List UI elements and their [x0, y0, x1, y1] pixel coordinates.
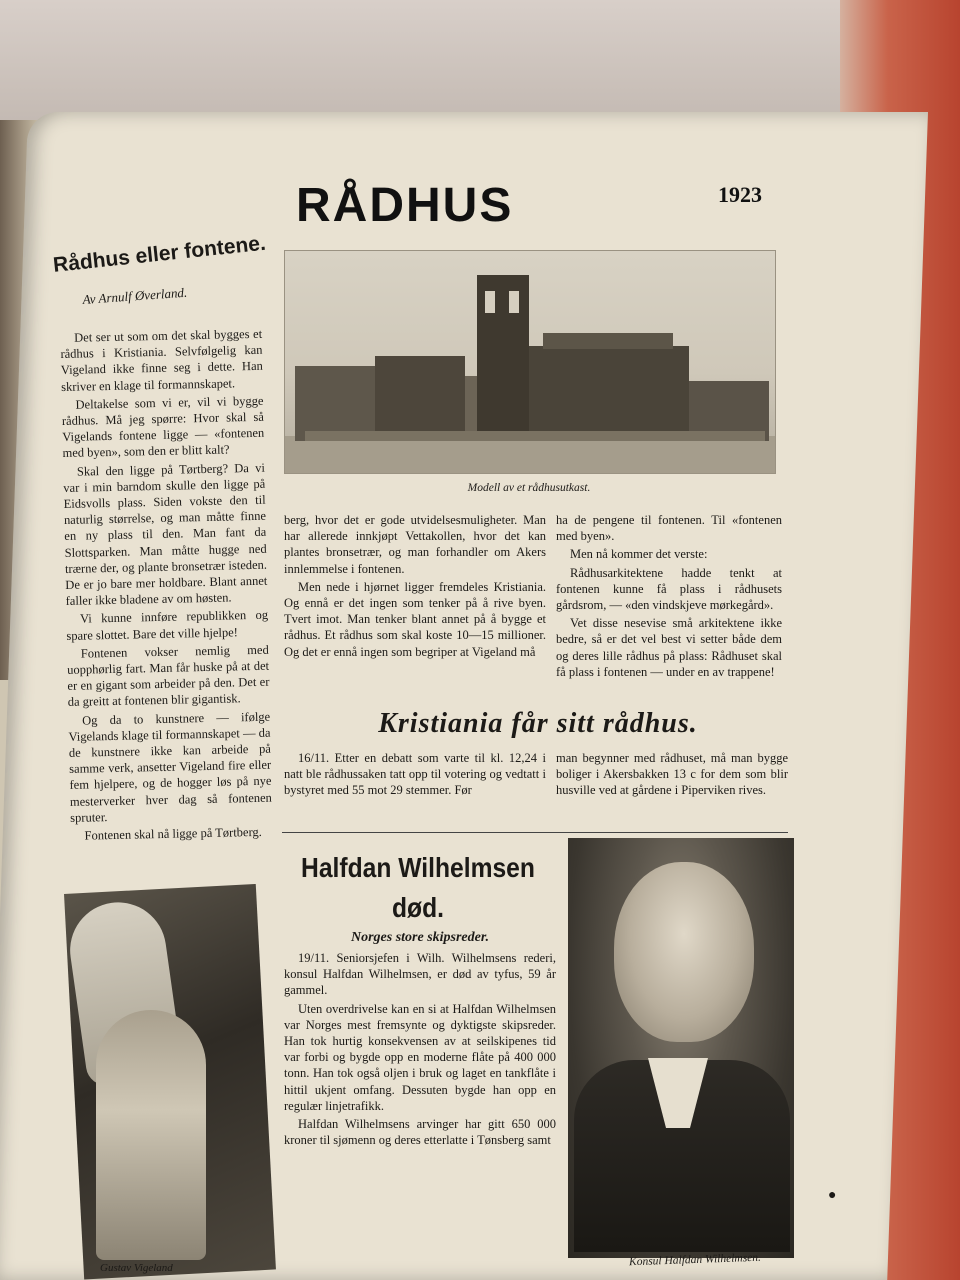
paragraph: ha de pengene til fontenen. Til «fontenen med byen». — [556, 513, 782, 544]
sculpture-photo-caption: Gustav Vigeland — [100, 1262, 173, 1274]
paragraph: Fontenen vokser nemlig med uopphørlig fart. Man får huske på at det er en gigant som arbeider på den. Det er da greitt at fontenen blir gigantisk. — [66, 642, 270, 710]
page-year: 1923 — [718, 182, 762, 207]
paragraph: berg, hvor det er gode utvidelsesmuligheter. Man har allerede innkjøpt Vettakollen, hvor det kan plantes bronsetrær, og man forhandler om Akers innlemmelse i fontenen. — [284, 513, 546, 576]
paragraph: Men nå kommer det verste: — [570, 547, 708, 562]
paragraph: Deltakelse som vi er, vil vi bygge rådhus. Må jeg spørre: Hvor skal så Vigelands fontene ligge — «fontenen med byen», som den er blitt kalt? — [61, 393, 265, 461]
paragraph: Det ser ut som om det skal bygges et rådhus i Kristiania. Selvfølgelig kan Vigeland ikke finne seg i dette. Han skriver en klage til formannskapet. — [60, 326, 263, 394]
paragraph: man begynner med rådhuset, må man bygge boliger i Akersbakken 13 c for dem som blir husville ved at gårdene i Piperviken rives. — [556, 751, 788, 798]
wilhelmsen-subheadline: Norges store skipsreder. — [350, 930, 490, 945]
paragraph: Skal den ligge på Tørtberg? Da vi var i min barndom skulle den ligge på Eidsvolls plass. Siden vokste den til naturlig størrelse, og man måtte finne en ny plass til den. Man fant da Slottsparken. Man måtte hugge ned trærne der, og plante bronsetrær isteden. De er jo bare mer holdbare. Blant annet faller ikke bladene av om høsten. — [63, 460, 268, 609]
section-divider — [282, 832, 788, 833]
kristiania-headline: Kristiania får sitt rådhus. — [378, 708, 698, 739]
article-byline: Av Arnulf Øverland. — [82, 284, 188, 307]
paragraph: Rådhusarkitektene hadde tenkt at fontenen kunne få plass i rådhusets gårdsrom, — «den vindskjeve mørkegård». — [556, 565, 782, 613]
kristiania-column-2 — [556, 750, 788, 801]
wilhelmsen-headline: Halfdan Wilhelmsen død. — [301, 852, 535, 923]
article-column-right — [556, 512, 782, 682]
paragraph: Uten overdrivelse kan en si at Halfdan Wilhelmsen var Norges mest fremsynte og dyktigste skipsreder. Han tok hurtig konsekvensen av at seilskipenes tid var forbi og bygde opp en moderne flåte på 400 000 tonn. Han tok også oljen i bruk og laget en tankflåte i hittil ukjent omfang. Dessuten bygde han opp en regulær linjetrafikk. — [284, 1001, 556, 1113]
article-column-left — [60, 326, 273, 846]
page-title: RÅDHUS — [296, 179, 514, 232]
paragraph: 19/11. Seniorsjefen i Wilh. Wilhelmsens rederi, konsul Halfdan Wilhelmsen, er død av tyfus, 59 år gammel. — [284, 951, 556, 998]
paragraph: Halfdan Wilhelmsens arvinger har gitt 650 000 kroner til sjømenn og deres etterlatte i Tønsberg samt — [284, 1117, 556, 1148]
paragraph: Vi kunne innføre republikken og spare slottet. Bare det ville hjelpe! — [66, 608, 269, 643]
wilhelmsen-article — [284, 950, 556, 1150]
paragraph: 16/11. Etter en debatt som varte til kl. 12,24 i natt ble rådhussaken tatt opp til votering og vedtatt i bystyret med 55 mot 29 stemmer. Før — [284, 751, 546, 798]
town-hall-model-illustration — [285, 251, 775, 473]
paragraph: Vet disse nesevise små arkitektene ikke bedre, så er det vel best vi setter både dem og deres lille rådhus på plass: Rådhuset skal få plass i fontenen — under en av trappene! — [556, 616, 782, 679]
portrait-face — [614, 862, 754, 1042]
article-headline-left: Rådhus eller fontene. — [52, 231, 267, 277]
wilhelmsen-photo-caption: Konsul Halfdan Wilhelmsen. — [628, 1251, 762, 1269]
paragraph: Og da to kunstnere — ifølge Vigelands klage til formannskapet — da de kunstnere ikke kan arbeide på samme verk, ansetter Vigeland fire eller fem hjelpere, og de hogger løs på nye mesterverker hver dag så fontenen spruter. — [68, 709, 272, 825]
town-hall-model-photo — [284, 250, 776, 474]
sculptor-figure — [96, 1010, 206, 1260]
bullet-mark-icon: ● — [828, 1188, 837, 1203]
paragraph: Men nede i hjørnet ligger fremdeles Kristiania. Og ennå er det ingen som tenker på å rive byen. Tvert imot. Man tenker blant annet på å bygge et rådhus. Et rådhus som skal koste 10—15 millioner. Og det er ennå ingen som begriper at Vigeland må — [284, 579, 546, 659]
article-column-middle — [284, 512, 546, 662]
model-photo-caption: Modell av et rådhusutkast. — [467, 482, 591, 494]
paragraph: Fontenen skal nå ligge på Tørtberg. — [84, 824, 262, 843]
kristiania-column-1 — [284, 750, 546, 801]
